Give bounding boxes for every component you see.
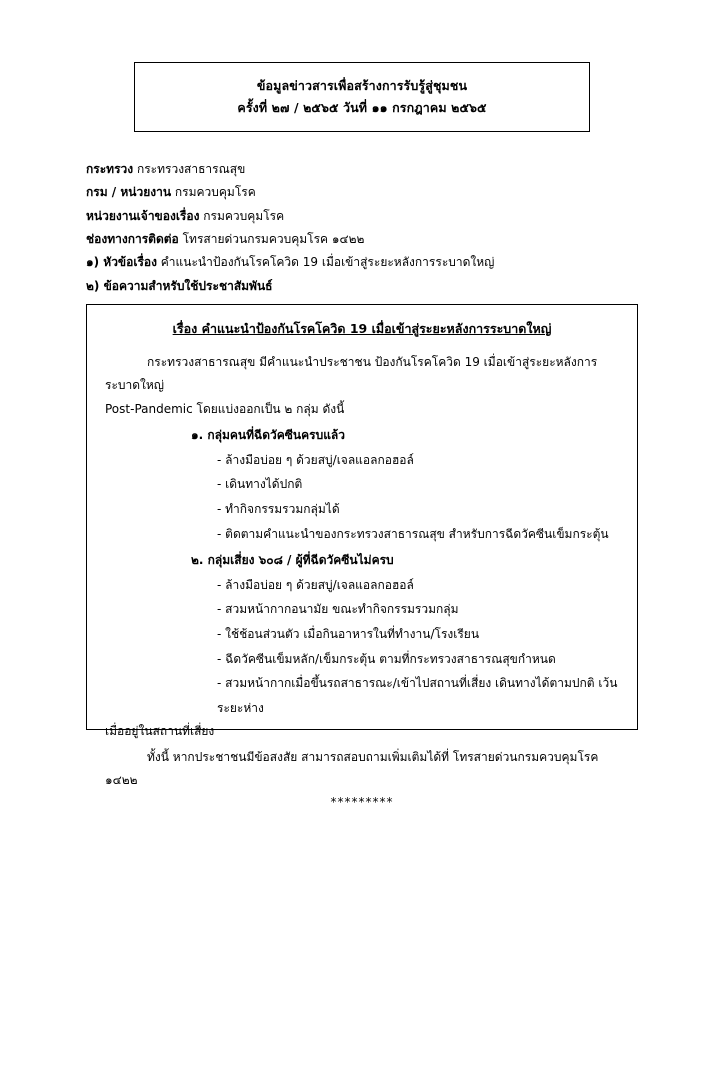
- content-stars-divider: *********: [330, 794, 394, 809]
- group-2-bullet-1: - ล้างมือบ่อย ๆ ด้วยสบู่/เจลแอลกอฮอล์: [217, 577, 414, 592]
- group-2-bullet-5-continuation: เมื่ออยู่ในสถานที่เสี่ยง: [105, 724, 215, 739]
- content-box: [86, 304, 638, 809]
- group-heading-2: ๒. กลุ่มเสี่ยง ๖๐๘ / ผู้ที่ฉีดวัคซีนไม่ครบ: [191, 553, 394, 568]
- group-2-bullet-2: - สวมหน้ากากอนามัย ขณะทำกิจกรรมรวมกลุ่ม: [217, 602, 459, 617]
- numbered-label-topic: ๑) หัวข้อเรื่อง: [86, 255, 157, 270]
- meta-label-department: กรม / หน่วยงาน: [86, 185, 172, 200]
- group-2-bullet-4: - ฉีดวัคซีนเข็มหลัก/เข็มกระตุ้น ตามที่กระทรวงสาธารณสุขกำหนด: [217, 651, 556, 666]
- group-1-bullet-2: - เดินทางได้ปกติ: [217, 477, 303, 492]
- meta-row-contact: [86, 228, 638, 251]
- content-paragraph-line2: Post-Pandemic โดยแบ่งออกเป็น ๒ กลุ่ม ดังนี้: [105, 401, 345, 416]
- header-box: [134, 62, 590, 132]
- header-title-line1: ข้อมูลข่าวสารเพื่อสร้างการรับรู้สู่ชุมชน: [256, 78, 468, 93]
- header-title-line2: ครั้งที่ ๒๗ / ๒๕๖๕ วันที่ ๑๑ กรกฎาคม ๒๕๖๕: [237, 99, 487, 115]
- numbered-label-pr: ๒) ข้อความสำหรับใช้ประชาสัมพันธ์: [86, 278, 273, 293]
- content-paragraph-line1: กระทรวงสาธารณสุข มีคำแนะนำประชาชน ป้องกันโรคโควิด 19 เมื่อเข้าสู่ระยะหลังการระบาดใหญ่: [105, 355, 598, 393]
- content-final-note: ทั้งนี้ หากประชาชนมีข้อสงสัย สามารถสอบถามเพิ่มเติมได้ที่ โทรสายด่วนกรมควบคุมโรค ๑๔๒๒: [105, 749, 599, 788]
- meta-label-contact: ช่องทางการติดต่อ: [86, 231, 179, 246]
- numbered-value-topic: คำแนะนำป้องกันโรคโควิด 19 เมื่อเข้าสู่ระยะหลังการระบาดใหญ่: [160, 255, 495, 270]
- group-2-bullet-5: - สวมหน้ากากเมื่อขึ้นรถสาธารณะ/เข้าไปสถานที่เสี่ยง เดินทางได้ตามปกติ เว้นระยะห่าง: [217, 676, 618, 715]
- meta-label-owner: หน่วยงานเจ้าของเรื่อง: [86, 208, 200, 223]
- group-1-bullet-1: - ล้างมือบ่อย ๆ ด้วยสบู่/เจลแอลกอฮอล์: [217, 452, 414, 467]
- meta-section: [86, 158, 638, 298]
- meta-value-ministry: กระทรวงสาธารณสุข: [136, 161, 246, 176]
- group-1-bullet-4: - ติดตามคำแนะนำของกระทรวงสาธารณสุข สำหรับการฉีดวัคซีนเข็มกระตุ้น: [217, 526, 609, 541]
- meta-label-ministry: กระทรวง: [86, 161, 134, 176]
- numbered-row-topic: [86, 251, 638, 274]
- meta-row-ministry: [86, 158, 638, 181]
- meta-row-department: [86, 181, 638, 204]
- group-1-bullet-3: - ทำกิจกรรมรวมกลุ่มได้: [217, 502, 340, 517]
- meta-value-contact: โทรสายด่วนกรมควบคุมโรค ๑๔๒๒: [182, 231, 365, 246]
- content-title: เรื่อง คำแนะนำป้องกันโรคโควิด 19 เมื่อเข้าสู่ระยะหลังการระบาดใหญ่: [172, 321, 552, 337]
- meta-value-department: กรมควบคุมโรค: [174, 185, 256, 200]
- meta-value-owner: กรมควบคุมโรค: [203, 208, 285, 223]
- group-heading-1: ๑. กลุ่มคนที่ฉีดวัคซีนครบแล้ว: [191, 428, 346, 443]
- meta-row-owner: [86, 205, 638, 228]
- group-2-bullet-3: - ใช้ช้อนส่วนตัว เมื่อกินอาหารในที่ทำงาน/โรงเรียน: [217, 627, 480, 642]
- numbered-row-pr: [86, 275, 638, 298]
- document-page: [0, 62, 724, 1086]
